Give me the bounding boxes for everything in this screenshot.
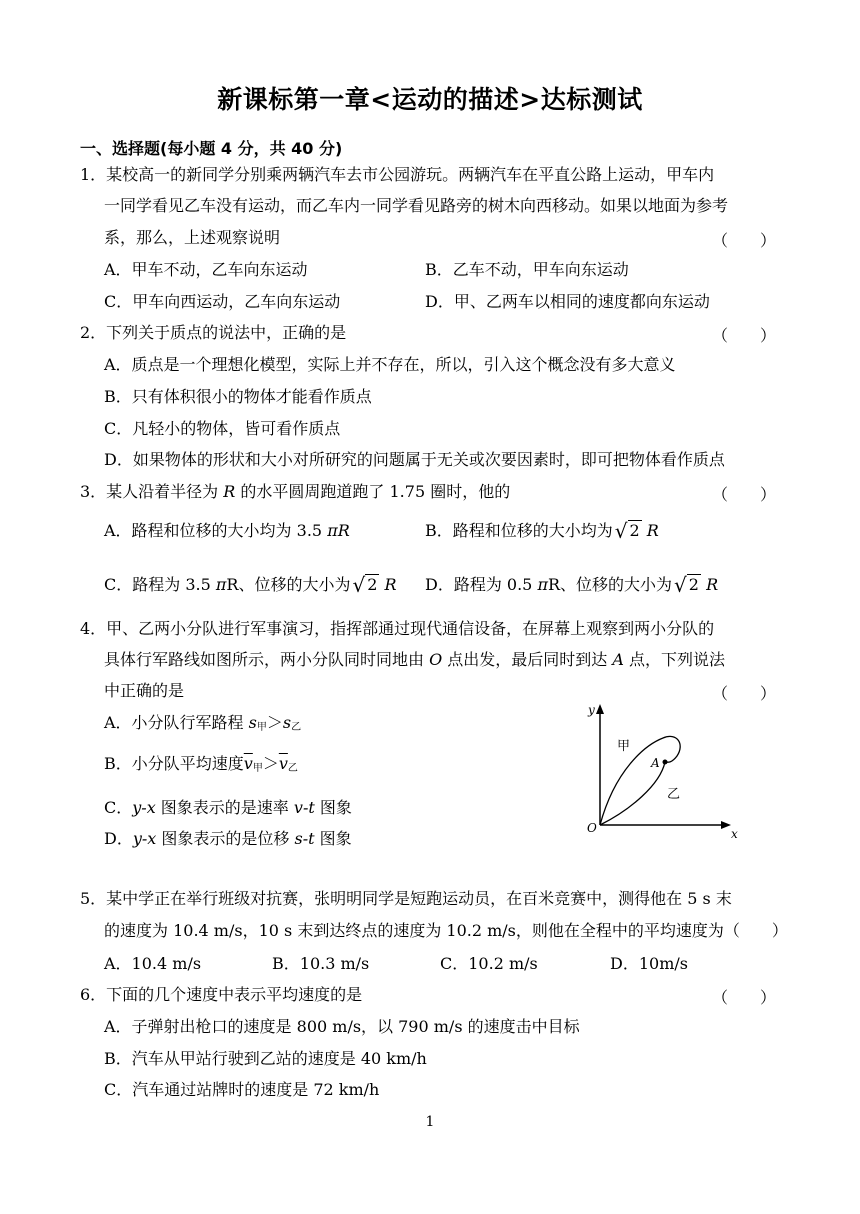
q4-b-text: B．小分队平均速度 bbox=[104, 754, 244, 773]
q2-line1: 2．下列关于质点的说法中，正确的是 bbox=[80, 323, 347, 342]
section-heading: 一、选择题(每小题 4 分，共 40 分) bbox=[80, 139, 343, 158]
q4-option-a bbox=[104, 713, 301, 738]
q3-b-r: R bbox=[646, 521, 659, 540]
q4-b-sub-jia: 甲 bbox=[252, 763, 263, 774]
q5-option-a: A．10.4 m/s bbox=[104, 954, 202, 973]
q3-option-b bbox=[425, 521, 659, 541]
q3-a-r: R bbox=[337, 521, 350, 540]
q4-c-text2: 图象表示的是速率 bbox=[155, 798, 294, 817]
q3-line1 bbox=[80, 482, 510, 502]
q4-c-yx: y-x bbox=[132, 798, 156, 817]
q3-c-text2: R、位移的大小为 bbox=[226, 575, 351, 594]
point-a-label: A bbox=[651, 756, 660, 770]
yi-label: 乙 bbox=[667, 787, 681, 802]
q4-a-s1: s bbox=[248, 713, 257, 732]
sqrt-arg: 2 bbox=[367, 575, 378, 594]
q6-answer-paren: （ ） bbox=[712, 988, 777, 1007]
q4-d-yx: y-x bbox=[132, 829, 157, 848]
q3-c-pi: π bbox=[215, 575, 227, 594]
q4-point-a: A bbox=[612, 650, 624, 669]
q3-option-c bbox=[104, 575, 397, 595]
q4-d-text3: 图象 bbox=[314, 829, 352, 848]
q4-c-text: C． bbox=[104, 798, 133, 817]
sqrt-symbol: √ 2 bbox=[674, 573, 699, 597]
q4-l2-text-c: 点，下列说法 bbox=[623, 650, 726, 669]
q3-b-text: B．路程和位移的大小均为 bbox=[425, 521, 613, 540]
sqrt-symbol: √ 2 bbox=[614, 519, 640, 543]
q4-d-text: D． bbox=[104, 829, 133, 848]
q3-c-text: C．路程为 3.5 bbox=[104, 575, 216, 594]
q4-point-o: O bbox=[429, 650, 443, 669]
q4-line3: 中正确的是 bbox=[104, 681, 185, 700]
q3-option-a bbox=[104, 521, 350, 541]
q4-option-c bbox=[104, 798, 352, 818]
q3-d-text2: R、位移的大小为 bbox=[547, 575, 673, 594]
q3-option-d bbox=[425, 575, 718, 595]
q1-answer-paren: （ ） bbox=[712, 231, 777, 250]
q4-b-gt: ＞ bbox=[262, 754, 279, 773]
q6-option-c: C．汽车通过站牌时的速度是 72 km/h bbox=[104, 1080, 380, 1099]
q2-option-b: B．只有体积很小的物体才能看作质点 bbox=[104, 387, 372, 406]
q1-option-a: A．甲车不动，乙车向东运动 bbox=[104, 260, 308, 279]
q5-option-b: B．10.3 m/s bbox=[272, 954, 370, 973]
q5-option-c: C．10.2 m/s bbox=[440, 954, 538, 973]
y-axis-label: y bbox=[588, 703, 595, 717]
y-axis-arrow-icon bbox=[596, 704, 604, 714]
q4-answer-paren: （ ） bbox=[712, 684, 777, 703]
q4-a-s2: s bbox=[282, 713, 292, 732]
q1-option-d: D．甲、乙两车以相同的速度都向东运动 bbox=[425, 292, 710, 311]
q4-c-text3: 图象 bbox=[314, 798, 352, 817]
route-yi bbox=[600, 762, 665, 825]
q4-l2-text-a: 具体行军路线如图所示，两小分队同时同地由 bbox=[104, 650, 430, 669]
q3-text-b: 的水平圆周跑道跑了 1.75 圈时，他的 bbox=[235, 482, 511, 501]
q3-d-pi: π bbox=[537, 575, 548, 594]
q6-option-a: A．子弹射出枪口的速度是 800 m/s，以 790 m/s 的速度击中目标 bbox=[104, 1017, 580, 1036]
q4-line2 bbox=[104, 650, 725, 670]
q4-option-b bbox=[104, 754, 298, 779]
sqrt-symbol: √ 2 bbox=[352, 573, 378, 597]
q2-option-c: C．凡轻小的物体，皆可看作质点 bbox=[104, 419, 341, 438]
q5-line2: 的速度为 10.4 m/s，10 s 末到达终点的速度为 10.2 m/s，则他在全程中的平均速度为（ ） bbox=[104, 921, 788, 940]
q3-d-r: R bbox=[706, 575, 719, 594]
q3-a-text: A．路程和位移的大小均为 3.5 bbox=[104, 521, 328, 540]
q5-option-d: D．10m/s bbox=[610, 954, 688, 973]
q4-c-vt: v-t bbox=[293, 798, 315, 817]
q4-option-d bbox=[104, 829, 352, 849]
q3-text-a: 3．某人沿着半径为 bbox=[80, 482, 224, 501]
q3-a-pi: π bbox=[327, 521, 338, 540]
q3-c-r: R bbox=[384, 575, 397, 594]
jia-label: 甲 bbox=[617, 739, 631, 754]
q6-line1: 6．下面的几个速度中表示平均速度的是 bbox=[80, 985, 363, 1004]
q4-l2-text-b: 点出发，最后同时到达 bbox=[442, 650, 613, 669]
q1-line3: 系，那么，上述观察说明 bbox=[104, 228, 281, 247]
q6-option-b: B．汽车从甲站行驶到乙站的速度是 40 km/h bbox=[104, 1049, 427, 1068]
x-axis-arrow-icon bbox=[721, 821, 731, 829]
q5-line1: 5．某中学正在举行班级对抗赛，张明明同学是短跑运动员，在百米竞赛中，测得他在 5 s 末 bbox=[80, 889, 732, 908]
page-title: 新课标第一章<运动的描述>达标测试 bbox=[217, 85, 643, 114]
q3-var-r: R bbox=[223, 482, 236, 501]
q4-a-text: A．小分队行军路程 bbox=[104, 713, 249, 732]
q3-d-text: D．路程为 0.5 bbox=[425, 575, 538, 594]
route-jia bbox=[600, 736, 680, 825]
q1-line2: 一同学看见乙车没有运动，而乙车内一同学看见路旁的树木向西移动。如果以地面为参考 bbox=[104, 196, 729, 215]
q2-option-a: A．质点是一个理想化模型，实际上并不存在，所以，引入这个概念没有多大意义 bbox=[104, 355, 676, 374]
q4-b-v2: $\overline{v}$ bbox=[278, 754, 288, 773]
q4-a-sub-yi: 乙 bbox=[291, 722, 302, 733]
q1-option-c: C．甲车向西运动，乙车向东运动 bbox=[104, 292, 341, 311]
point-a-marker bbox=[663, 760, 668, 765]
q4-d-text2: 图象表示的是位移 bbox=[156, 829, 295, 848]
x-axis-label: x bbox=[731, 827, 738, 841]
q1-option-b: B．乙车不动，甲车向东运动 bbox=[425, 260, 629, 279]
sqrt-arg: 2 bbox=[629, 521, 640, 540]
q4-line1: 4．甲、乙两小分队进行军事演习，指挥部通过现代通信设备，在屏幕上观察到两小分队的 bbox=[80, 619, 715, 638]
q4-b-v1: $\overline{v}$ bbox=[243, 754, 253, 773]
q2-answer-paren: （ ） bbox=[712, 326, 777, 345]
q3-answer-paren: （ ） bbox=[712, 485, 777, 504]
sqrt-arg: 2 bbox=[688, 575, 699, 594]
route-diagram bbox=[585, 700, 745, 845]
q4-d-st: s-t bbox=[294, 829, 315, 848]
q4-a-gt: ＞ bbox=[266, 713, 283, 732]
q1-line1: 1．某校高一的新同学分别乘两辆汽车去市公园游玩。两辆汽车在平直公路上运动，甲车内 bbox=[80, 165, 715, 184]
q2-option-d: D．如果物体的形状和大小对所研究的问题属于无关或次要因素时，即可把物体看作质点 bbox=[104, 450, 725, 469]
q4-a-sub-jia: 甲 bbox=[256, 722, 267, 733]
page-number: 1 bbox=[425, 1114, 435, 1130]
origin-label: O bbox=[587, 821, 597, 835]
q4-b-sub-yi: 乙 bbox=[287, 763, 298, 774]
